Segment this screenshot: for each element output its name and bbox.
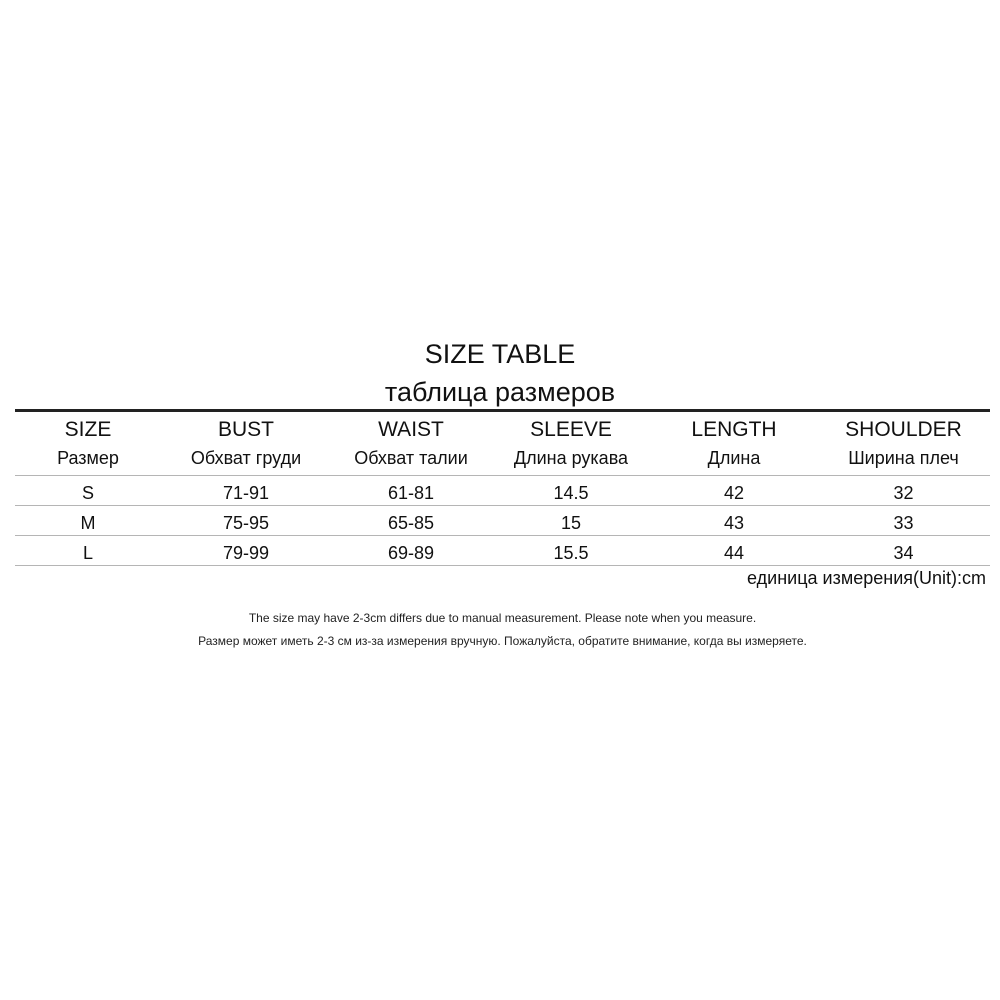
table-row <box>15 508 990 538</box>
unit-label: единица измерения(Unit):cm <box>747 568 986 588</box>
table-cell: 43 <box>723 512 745 533</box>
column-header: Обхват талии <box>354 448 468 468</box>
column-header: LENGTH <box>691 418 777 441</box>
header-row-russian <box>15 446 990 478</box>
column-header: Длина рукава <box>513 448 629 468</box>
column-header: SLEEVE <box>530 418 612 441</box>
table-cell: 79-99 <box>222 542 270 563</box>
header-divider <box>15 475 990 476</box>
row-divider <box>15 505 990 506</box>
column-header: Размер <box>57 448 119 468</box>
note-english: The size may have 2-3cm differs due to manual measurement. Please note when you measure. <box>248 611 757 625</box>
note-russian: Размер может иметь 2-3 см из-за измерения вручную. Пожалуйста, обратите внимание, когда вы измеряете. <box>198 634 807 648</box>
title-russian: таблица размеров <box>384 377 616 407</box>
column-header: SIZE <box>64 418 112 441</box>
table-cell: 42 <box>723 482 745 503</box>
column-header: Длина <box>707 448 761 468</box>
table-cell: M <box>80 512 96 533</box>
title-english: SIZE TABLE <box>424 339 576 369</box>
table-row <box>15 478 990 508</box>
table-cell: 15 <box>560 512 582 533</box>
table-cell: 65-85 <box>387 512 435 533</box>
table-cell: 69-89 <box>387 542 435 563</box>
table-cell: 44 <box>723 542 745 563</box>
table-top-rule <box>15 409 990 412</box>
table-cell: L <box>82 542 93 563</box>
column-header: BUST <box>217 418 274 441</box>
table-bottom-rule <box>15 565 990 566</box>
table-cell: 71-91 <box>222 482 270 503</box>
column-header: WAIST <box>378 418 444 441</box>
column-header: Обхват груди <box>190 448 302 468</box>
size-table <box>15 414 990 568</box>
table-cell: 34 <box>893 542 914 563</box>
table-cell: S <box>81 482 94 503</box>
header-row-english <box>15 414 990 446</box>
table-cell: 33 <box>893 512 914 533</box>
table-cell: 15.5 <box>553 542 589 563</box>
table-row <box>15 538 990 568</box>
table-cell: 32 <box>893 482 914 503</box>
column-header: SHOULDER <box>845 418 962 441</box>
column-header: Ширина плеч <box>848 448 959 468</box>
table-cell: 61-81 <box>387 482 435 503</box>
row-divider <box>15 535 990 536</box>
table-cell: 14.5 <box>553 482 589 503</box>
table-cell: 75-95 <box>222 512 270 533</box>
